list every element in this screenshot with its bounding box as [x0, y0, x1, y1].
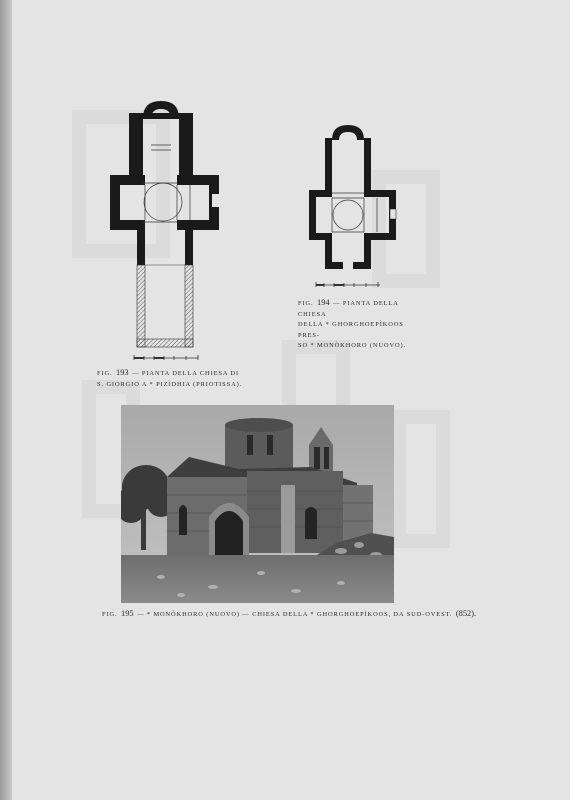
caption-fig195-ref: (852).: [455, 609, 477, 618]
caption-fig195-prefix: FIG.: [102, 611, 118, 618]
caption-fig194-line2: DELLA * GHORGHOEPÌKOOS PRES-: [298, 321, 404, 339]
caption-fig193-line1: — PIANTA DELLA CHIESA DI: [132, 370, 240, 377]
book-page: [12, 0, 570, 800]
caption-fig195: [102, 609, 477, 621]
caption-fig193-prefix: FIG.: [97, 370, 113, 377]
scale-bar-fig194: [314, 279, 384, 289]
caption-fig193: [97, 368, 267, 390]
caption-fig194-line3: SO * MONÒKHORO (NUOVO).: [298, 342, 407, 349]
caption-fig194-line1: — PIANTA DELLA CHIESA: [298, 300, 399, 318]
caption-fig194: [298, 298, 428, 352]
caption-fig194-prefix: FIG.: [298, 300, 314, 307]
caption-fig194-number: 194: [317, 298, 330, 307]
church-photograph-fig195: [121, 405, 394, 603]
caption-fig195-number: 195: [121, 609, 134, 618]
caption-fig193-number: 193: [116, 368, 129, 377]
caption-fig193-line2: S. GIORGIO A * PIZÌDHIA (PRIOTISSA).: [97, 380, 243, 388]
caption-fig195-text: — * MONÒKHORO (NUOVO) — CHIESA DELLA * GHORGHOEPÌKOOS, DA SUD-OVEST.: [137, 611, 455, 618]
